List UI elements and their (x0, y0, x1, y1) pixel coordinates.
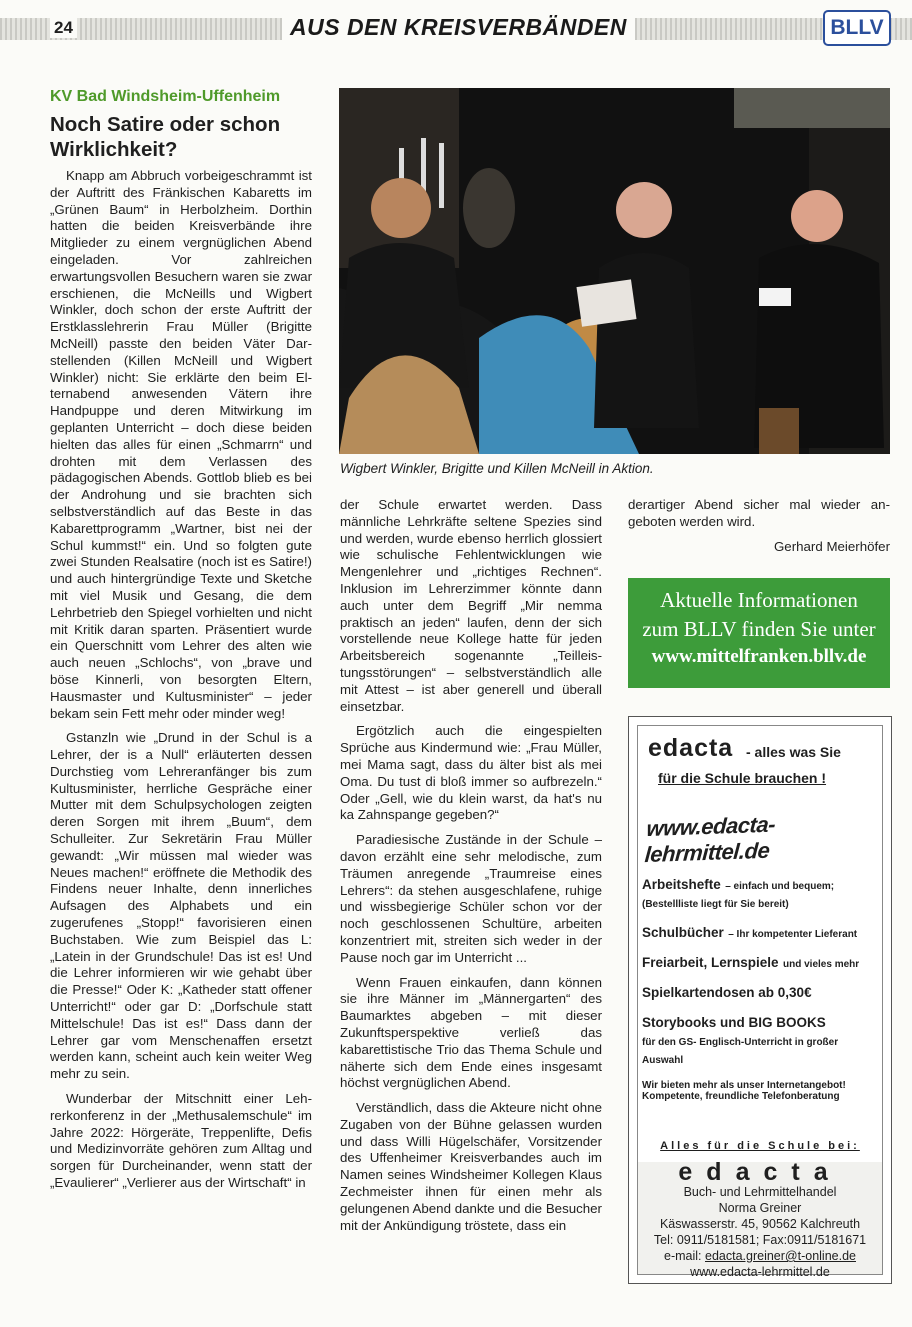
ad-tagline-b: für die Schule brauchen ! (658, 770, 827, 786)
ad-email-label: e-mail: (664, 1249, 702, 1263)
ad-item-title: Storybooks und BIG BOOKS (642, 1015, 826, 1030)
ad-item (642, 876, 880, 912)
article-paragraph: der Schule erwartet werden. Dass männliche Lehrkräfte seltene Spezies sind und werden, wurde ebenso herrlich glossiert wie schulische Fehlentwicklungen wie Mengenlehrer und „richtiges Rechnen“. Inklusion im Lehrerzimmer könnte dann auch unter dem Begriff „Mir nemma praktisch an jeden“ laufen, denn der sich vorstellende neue Kollege hatte für jeden Arbeitsbereich sogenannte „Teilleistungsstörungen“ – selbstverständlich alle mit Attest – ist aber generell und überall einsetzbar. (340, 497, 602, 714)
ad-item-desc: – einfach und bequem; (Bestellliste liegt für Sie bereit) (642, 881, 835, 910)
article-column-3 (628, 497, 890, 555)
info-line-2: zum BLLV finden Sie unter (642, 617, 876, 641)
article-paragraph: Gstanzln wie „Drund in der Schul is a Lehrer, der is a Null“ erläuterten dessen Durchstieg vom Lehreranfänger bis zum Kultusminister, herrliche Gespräche einer Mutter mit dem Schulpsychologen zeigten deren Sorgen mit ihrem „Buum“, dem Schulleiter. Zur Sekretärin Frau Müller gewandt: „Wir müssen mal wieder was Neues machen!“ eröffnete die Methodik des Findens neuer Inhalte, denn innerliches Aufsagen des Alphabets und ein zugerufenes „Stopp!“ favorisieren einen Buchstaben. Wie zum Beispiel das L: „Latein in der Grundschule! Das ist es! Und die Lehrer informieren wir wie gehabt über die Presse!“ Oder K: „Katheder statt offener Unterricht!“ oder gar D: „Dorfschule statt Mittelschule! Das ist es!“ Dass dann der Lehrer gar vom Menschenaffen ersetzt werden kann, scheint auch kein weiter Weg mehr zu sein. (50, 730, 312, 1082)
page-number: 24 (50, 18, 77, 38)
article-column-2 (340, 497, 602, 1242)
ad-item (642, 924, 880, 942)
stage-photo (339, 88, 890, 454)
ad-company: edacta (678, 1158, 842, 1186)
ad-item-list (642, 876, 880, 1102)
ad-item-title: Schulbücher (642, 925, 724, 940)
ad-phone: Tel: 0911/5181581; Fax:0911/5181671 (653, 1233, 867, 1247)
ad-note: Wir bieten mehr als unser Internetangebot! Kompetente, freundliche Telefonberatung (642, 1080, 846, 1102)
ad-brand: edacta (648, 734, 734, 762)
edacta-advertisement (628, 716, 892, 1284)
article-paragraph: Wunderbar der Mitschnitt einer Lehrerkonferenz in der „Methusalemschule“ im Jahre 2022: Hörgeräte, Treppenlifte, Defis und Medizinvorräte gehören zum Alltag und sorgen für Durcheinander, wenn statt der „Evaulierer“ „Verlierer aus der Wirtschaft“ in (50, 1091, 312, 1191)
info-url[interactable]: www.mittelfranken.bllv.de (651, 646, 867, 667)
article-kicker: KV Bad Windsheim-Uffenheim (50, 88, 281, 105)
info-line-1: Aktuelle Informationen (660, 588, 858, 612)
ad-url[interactable]: www.edacta-lehrmittel.de (643, 811, 777, 868)
ad-address-block (638, 1158, 882, 1279)
bllv-logo: BLLV (823, 10, 891, 46)
ad-company-sub: Buch- und Lehrmittelhandel (683, 1185, 837, 1199)
article-headline: Noch Satire oder schon Wirklichkeit? (50, 113, 281, 161)
section-title: AUS DEN KREISVERBÄNDEN (282, 14, 635, 41)
ad-item (642, 984, 880, 1002)
article-author: Gerhard Meierhöfer (773, 538, 890, 554)
ad-item-title: Spielkartendosen ab 0,30€ (642, 985, 812, 1000)
article-paragraph: Wenn Frauen einkaufen, dann können sie ihre Männer im „Männergarten“ des Baumarktes abgeben – mit dieser Zukunftsperspektive verließ das kabarettistische Trio das Thema Schule und näherte sich dem Ende eines insgesamt höchst vergnüglichen Abend. (340, 974, 602, 1091)
article-paragraph: Knapp am Abbruch vorbeigeschrammt ist der Auftritt des Fränkischen Kabaretts im „Grünen Baum“ in Herbolzheim. Dorthin hatten die beiden Kreisverbände ihre Mitglieder zu einem vergnüglichen Abend eingeladen. Vor zahlreichen erwartungsvollen Besuchern waren sie zwar erschienen, die McNeills und Wigbert Winkler, doch schon der erste Auftritt der Erstklasslehrerin Frau Müller (Brigitte McNeill) passte den beiden Väter Darstellenden (Killen McNeill und Wigbert Winkler) nicht: Sie erklärte den beim Elternabend anwesenden Vätern ihre Handpuppe und deren Mitwirkung im geplanten Unterricht – doch diese beiden hielten das alles für einen „Schmarrn“ und drohten mit dem Verlassen des pädagogischen Abends. Gottlob blieb es bei der Androhung und sie brachten sich selbstverständlich auf das Beste in das Kabarettprogramm „Wartner, bist nei der Schul kummst!“ ein. Und so folgten gute zwei Stunden Realsatire (noch ist es Satire!) und auch hintergründige Texte und Sketche mit viel Musik und Gesang, die dem Lehrbetrieb den Spiegel vorhielten und nicht mit Kritik daran sparten. Präsentiert wurde ein Querschnitt vom Lehrer des alten wie auch neuen „Schlochs“, von „brave und böse Kinnerli, von besorgten Eltern, Hausmaster und Kultusminister“ – jeder bekam sein Fett mehr oder minder weg! (50, 168, 312, 721)
ad-item-title: Freiarbeit, Lernspiele (642, 955, 779, 970)
article-paragraph: Verständlich, dass die Akteure nicht ohne Zugaben von der Bühne gelassen wurden und dass Willi Hügelschäfer, Vorsitzender des Uffenheimer Kreisverbandes auch im Namen seines Windsheimer Kollegen Klaus Zechmeister ihnen für einen mehr als gelungenen Abend dankte und die Besucher mit der Ankündigung tröstete, dass ein (340, 1100, 602, 1233)
ad-tagline-a: - alles was Sie (746, 744, 841, 760)
ad-email-link[interactable]: edacta.greiner@t-online.de (705, 1249, 856, 1263)
photo-caption: Wigbert Winkler, Brigitte und Killen McNeill in Aktion. (340, 461, 654, 476)
ad-item-desc: für den GS- Englisch-Unterricht in großer Auswahl (642, 1037, 839, 1066)
ad-item (642, 954, 880, 972)
article-paragraph: Paradiesische Zustände in der Schule – davon erzählt eine sehr melodische, zum Träumen anregende „Traumreise eines Lehrers“: da stehen ausgeschlafene, ruhige und wissbegierige Schüler schon vor der noch geschlossenen Schultüre, arbeiten konzentriert mit, streiten sich weder in der Pause noch gar im Unterricht ... (340, 832, 602, 965)
ad-web[interactable]: www.edacta-lehrmittel.de (690, 1265, 830, 1279)
ad-item-desc: und vieles mehr (783, 959, 860, 970)
ad-owner: Norma Greiner (718, 1201, 802, 1215)
article-paragraph: derartiger Abend sicher mal wieder angeboten werden wird. (628, 497, 890, 529)
article-paragraph: Ergötzlich auch die eingespielten Sprüche aus Kindermund wie: „Frau Müller, mei Mama sagt, dass du älter bist als mei Oma. Du tust di bloß immer so aufbrezeln.“ Oder „Gell, wie du klein warst, da hat's nu ka Zahnspange gegeben?“ (340, 723, 602, 823)
bllv-info-box (628, 578, 890, 688)
article-column-1 (50, 168, 312, 1200)
ad-frame (637, 725, 883, 1279)
ad-item-title: Arbeitshefte (642, 877, 721, 892)
ad-street: Käswasserstr. 45, 90562 Kalchreuth (659, 1217, 861, 1231)
ad-item (642, 1014, 880, 1068)
ad-item-desc: – Ihr kompetenter Lieferant (728, 929, 858, 940)
stage-photo-illustration (339, 88, 890, 454)
ad-email-line (638, 1248, 882, 1264)
ad-alles-heading: Alles für die Schule bei: (660, 1140, 860, 1152)
